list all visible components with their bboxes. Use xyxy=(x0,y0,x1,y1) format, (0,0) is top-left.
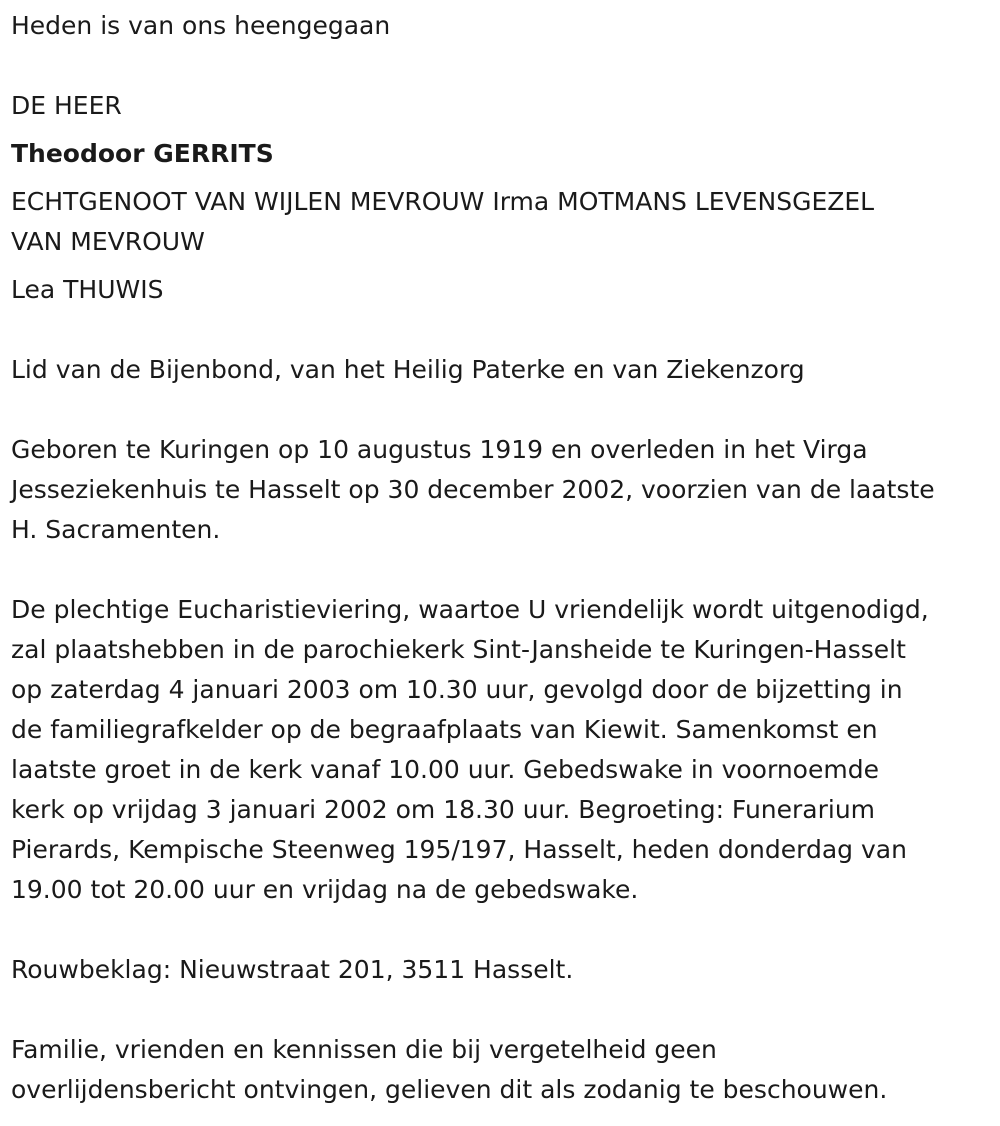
spouse-line: VAN MEVROUW xyxy=(11,227,205,256)
spacer xyxy=(11,174,991,182)
paragraph-line: overlijdensbericht ontvingen, gelieven dit als zodanig te beschouwen. xyxy=(11,1075,888,1104)
paragraph-line: zal plaatshebben in de parochiekerk Sint-Jansheide te Kuringen-Hasselt xyxy=(11,635,906,664)
paragraph-line: Pierards, Kempische Steenweg 195/197, Hasselt, heden donderdag van xyxy=(11,835,907,864)
paragraph-line: laatste groet in de kerk vanaf 10.00 uur. Gebedswake in voornoemde xyxy=(11,755,879,784)
spacer xyxy=(11,990,991,1030)
spacer xyxy=(11,550,991,590)
deceased-name: Theodoor GERRITS xyxy=(11,139,274,168)
spacer xyxy=(11,310,991,350)
paragraph-line: kerk op vrijdag 3 januari 2002 om 18.30 uur. Begroeting: Funerarium xyxy=(11,795,876,824)
membership-line: Lid van de Bijenbond, van het Heilig Paterke en van Ziekenzorg xyxy=(11,355,805,384)
paragraph-line: op zaterdag 4 januari 2003 om 10.30 uur, gevolgd door de bijzetting in xyxy=(11,675,903,704)
paragraph-line: de familiegrafkelder op de begraafplaats van Kiewit. Samenkomst en xyxy=(11,715,878,744)
spacer xyxy=(11,262,991,270)
paragraph-line: Geboren te Kuringen op 10 augustus 1919 en overleden in het Virga xyxy=(11,435,868,464)
paragraph-line: H. Sacramenten. xyxy=(11,515,221,544)
spouse-statement xyxy=(11,182,991,262)
spacer xyxy=(11,126,991,134)
spacer xyxy=(11,390,991,430)
spacer xyxy=(11,46,991,86)
obituary-notice xyxy=(11,6,991,1110)
spouse-line: ECHTGENOOT VAN WIJLEN MEVROUW Irma MOTMANS LEVENSGEZEL xyxy=(11,187,875,216)
family-note-paragraph xyxy=(11,1030,991,1110)
honorific-title: DE HEER xyxy=(11,91,122,120)
paragraph-line: De plechtige Eucharistieviering, waartoe U vriendelijk wordt uitgenodigd, xyxy=(11,595,929,624)
intro-line: Heden is van ons heengegaan xyxy=(11,11,391,40)
ceremony-paragraph xyxy=(11,590,991,910)
paragraph-line: Familie, vrienden en kennissen die bij vergetelheid geen xyxy=(11,1035,717,1064)
condolence-address: Rouwbeklag: Nieuwstraat 201, 3511 Hasselt. xyxy=(11,955,574,984)
partner-name: Lea THUWIS xyxy=(11,275,164,304)
birth-death-paragraph xyxy=(11,430,991,550)
spacer xyxy=(11,910,991,950)
paragraph-line: Jesseziekenhuis te Hasselt op 30 december 2002, voorzien van de laatste xyxy=(11,475,935,504)
paragraph-line: 19.00 tot 20.00 uur en vrijdag na de gebedswake. xyxy=(11,875,639,904)
